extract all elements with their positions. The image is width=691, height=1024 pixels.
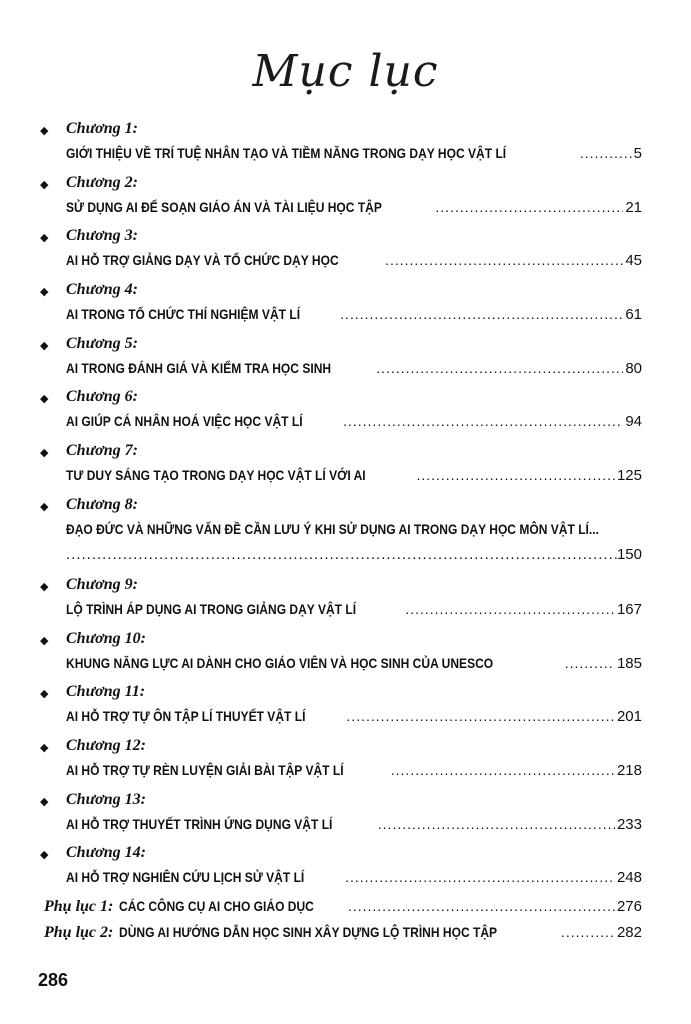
appendix-label: Phụ lục 2: [44, 923, 114, 941]
chapter-page: 5 [633, 145, 642, 162]
chapter-label: Chương 1: [66, 120, 138, 137]
chapter-page: 233 [616, 815, 642, 833]
chapter-title: LỘ TRÌNH ÁP DỤNG AI TRONG GIẢNG DẠY VẬT LÍ [66, 600, 357, 617]
leader-dots [385, 252, 623, 268]
leader-dots [340, 306, 623, 322]
chapter-title: AI HỖ TRỢ THUYẾT TRÌNH ỨNG DỤNG VẬT LÍ [66, 815, 333, 832]
diamond-bullet-icon: ◆ [40, 849, 49, 862]
diamond-bullet-icon: ◆ [40, 125, 49, 137]
toc-appendix-2[interactable] [44, 924, 642, 950]
toc-chapter-11 [40, 683, 652, 737]
leader-dots [580, 145, 632, 161]
leader-dots [378, 816, 615, 832]
diamond-bullet-icon: ◆ [40, 688, 49, 701]
toc-chapter-10 [40, 630, 652, 684]
chapter-title: AI GIÚP CÁ NHÂN HOÁ VIỆC HỌC VẬT LÍ [66, 413, 303, 430]
toc-chapter-13 [40, 791, 652, 845]
leader-dots [391, 762, 615, 778]
chapter-label: Chương 5: [66, 334, 138, 352]
toc-entry[interactable] [66, 655, 642, 672]
diamond-bullet-icon: ◆ [40, 286, 49, 299]
chapter-page: 248 [616, 869, 642, 887]
appendix-label: Phụ lục 1: [44, 897, 114, 915]
chapter-label: Chương 14: [66, 844, 146, 862]
toc-chapter-7 [40, 442, 652, 496]
leader-dots [435, 199, 623, 215]
leader-dots [565, 655, 615, 671]
toc-entry[interactable] [66, 413, 642, 430]
chapter-page: 125 [616, 467, 642, 485]
toc-entry[interactable] [66, 199, 642, 216]
page-title: Mục lục [252, 46, 439, 97]
leader-dots [561, 924, 615, 940]
chapter-page: 94 [625, 413, 642, 431]
diamond-bullet-icon: ◆ [40, 741, 49, 754]
toc-entry[interactable] [66, 601, 642, 618]
toc-entry[interactable] [66, 467, 642, 484]
diamond-bullet-icon: ◆ [40, 232, 49, 245]
chapter-title: TƯ DUY SÁNG TẠO TRONG DẠY HỌC VẬT LÍ VỚI AI [66, 467, 366, 484]
leader-dots [376, 360, 623, 376]
toc-entry[interactable] [66, 252, 642, 269]
chapter-page: 167 [616, 600, 642, 618]
toc-entry-continuation[interactable] [66, 546, 642, 563]
toc-entry[interactable] [66, 869, 642, 886]
chapter-title: AI HỖ TRỢ TỰ ÔN TẬP LÍ THUYẾT VẬT LÍ [66, 708, 306, 725]
toc-chapter-12 [40, 737, 652, 791]
leader-dots [343, 413, 623, 429]
chapter-title: AI HỖ TRỢ NGHIÊN CỨU LỊCH SỬ VẬT LÍ [66, 869, 305, 886]
toc-chapter-4 [40, 281, 652, 335]
appendix-title: CÁC CÔNG CỤ AI CHO GIÁO DỤC [119, 897, 315, 914]
diamond-bullet-icon: ◆ [40, 580, 49, 593]
diamond-bullet-icon: ◆ [40, 634, 49, 647]
toc-chapter-6 [40, 388, 652, 442]
chapter-title: AI TRONG ĐÁNH GIÁ VÀ KIỂM TRA HỌC SINH [66, 359, 332, 376]
chapter-title: SỬ DỤNG AI ĐỂ SOẠN GIÁO ÁN VÀ TÀI LIỆU HỌC TẬP [66, 198, 382, 215]
chapter-page: 45 [625, 252, 642, 270]
chapter-label: Chương 3: [66, 227, 138, 245]
toc-entry[interactable] [66, 306, 642, 323]
toc-entry[interactable] [66, 145, 642, 162]
chapter-label: Chương 8: [66, 495, 138, 513]
toc-chapter-9 [40, 576, 652, 630]
chapter-label: Chương 7: [66, 442, 138, 460]
chapter-label: Chương 11: [66, 683, 146, 701]
chapter-label: Chương 13: [66, 790, 146, 808]
diamond-bullet-icon: ◆ [40, 393, 49, 406]
chapter-title: AI TRONG TỔ CHỨC THÍ NGHIỆM VẬT LÍ [66, 306, 301, 323]
leader-dots [416, 467, 615, 483]
toc-entry[interactable] [66, 816, 642, 833]
diamond-bullet-icon: ◆ [40, 447, 49, 460]
chapter-title: KHUNG NĂNG LỰC AI DÀNH CHO GIÁO VIÊN VÀ HỌC SINH CỦA UNESCO [66, 654, 494, 671]
toc-chapter-14 [40, 844, 652, 898]
leader-dots [346, 708, 615, 724]
chapter-page: 150 [616, 545, 642, 563]
chapter-title: AI HỖ TRỢ GIẢNG DẠY VÀ TỔ CHỨC DẠY HỌC [66, 252, 339, 269]
chapter-label: Chương 9: [66, 575, 138, 593]
leader-dots [66, 546, 617, 563]
chapter-label: Chương 6: [66, 388, 138, 406]
diamond-bullet-icon: ◆ [40, 339, 49, 352]
diamond-bullet-icon: ◆ [40, 500, 49, 513]
chapter-page: 201 [616, 708, 642, 726]
page-number: 286 [38, 970, 69, 990]
appendix-title: DÙNG AI HƯỚNG DẪN HỌC SINH XÂY DỰNG LỘ TRÌNH HỌC TẬP [119, 923, 498, 940]
toc-entry[interactable] [66, 360, 642, 377]
toc-entry[interactable] [66, 762, 642, 779]
chapter-page: 218 [616, 761, 642, 779]
toc-entry[interactable] [66, 521, 642, 537]
chapter-page: 185 [616, 654, 642, 672]
appendix-page: 282 [616, 923, 642, 941]
diamond-bullet-icon: ◆ [40, 795, 49, 808]
chapter-label: Chương 10: [66, 629, 146, 647]
chapter-label: Chương 2: [66, 173, 138, 191]
toc-chapter-8 [40, 496, 652, 576]
leader-dots [405, 601, 615, 617]
toc-entry[interactable] [66, 708, 642, 725]
chapter-label: Chương 4: [66, 281, 138, 299]
toc-chapter-3 [40, 227, 652, 281]
table-of-contents [40, 120, 652, 950]
appendix-page: 276 [616, 897, 642, 915]
diamond-bullet-icon: ◆ [40, 178, 49, 191]
chapter-page: 61 [625, 306, 642, 324]
leader-dots [345, 869, 615, 885]
leader-dots [348, 898, 615, 914]
chapter-title: GIỚI THIỆU VỀ TRÍ TUỆ NHÂN TẠO VÀ TIỀM NĂNG TRONG DẠY HỌC VẬT LÍ [66, 145, 507, 161]
chapter-page: 80 [625, 359, 642, 377]
toc-chapter-5 [40, 335, 652, 389]
toc-chapter-1 [40, 120, 652, 174]
chapter-title: AI HỖ TRỢ TỰ RÈN LUYỆN GIẢI BÀI TẬP VẬT LÍ [66, 761, 344, 778]
chapter-title: ĐẠO ĐỨC VÀ NHỮNG VẤN ĐỀ CẦN LƯU Ý KHI SỬ DỤNG AI TRONG DẠY HỌC MÔN VẬT LÍ... [66, 520, 599, 537]
chapter-page: 21 [625, 198, 642, 216]
toc-chapter-2 [40, 174, 652, 228]
chapter-label: Chương 12: [66, 736, 146, 754]
toc-appendix-1[interactable] [44, 898, 642, 924]
